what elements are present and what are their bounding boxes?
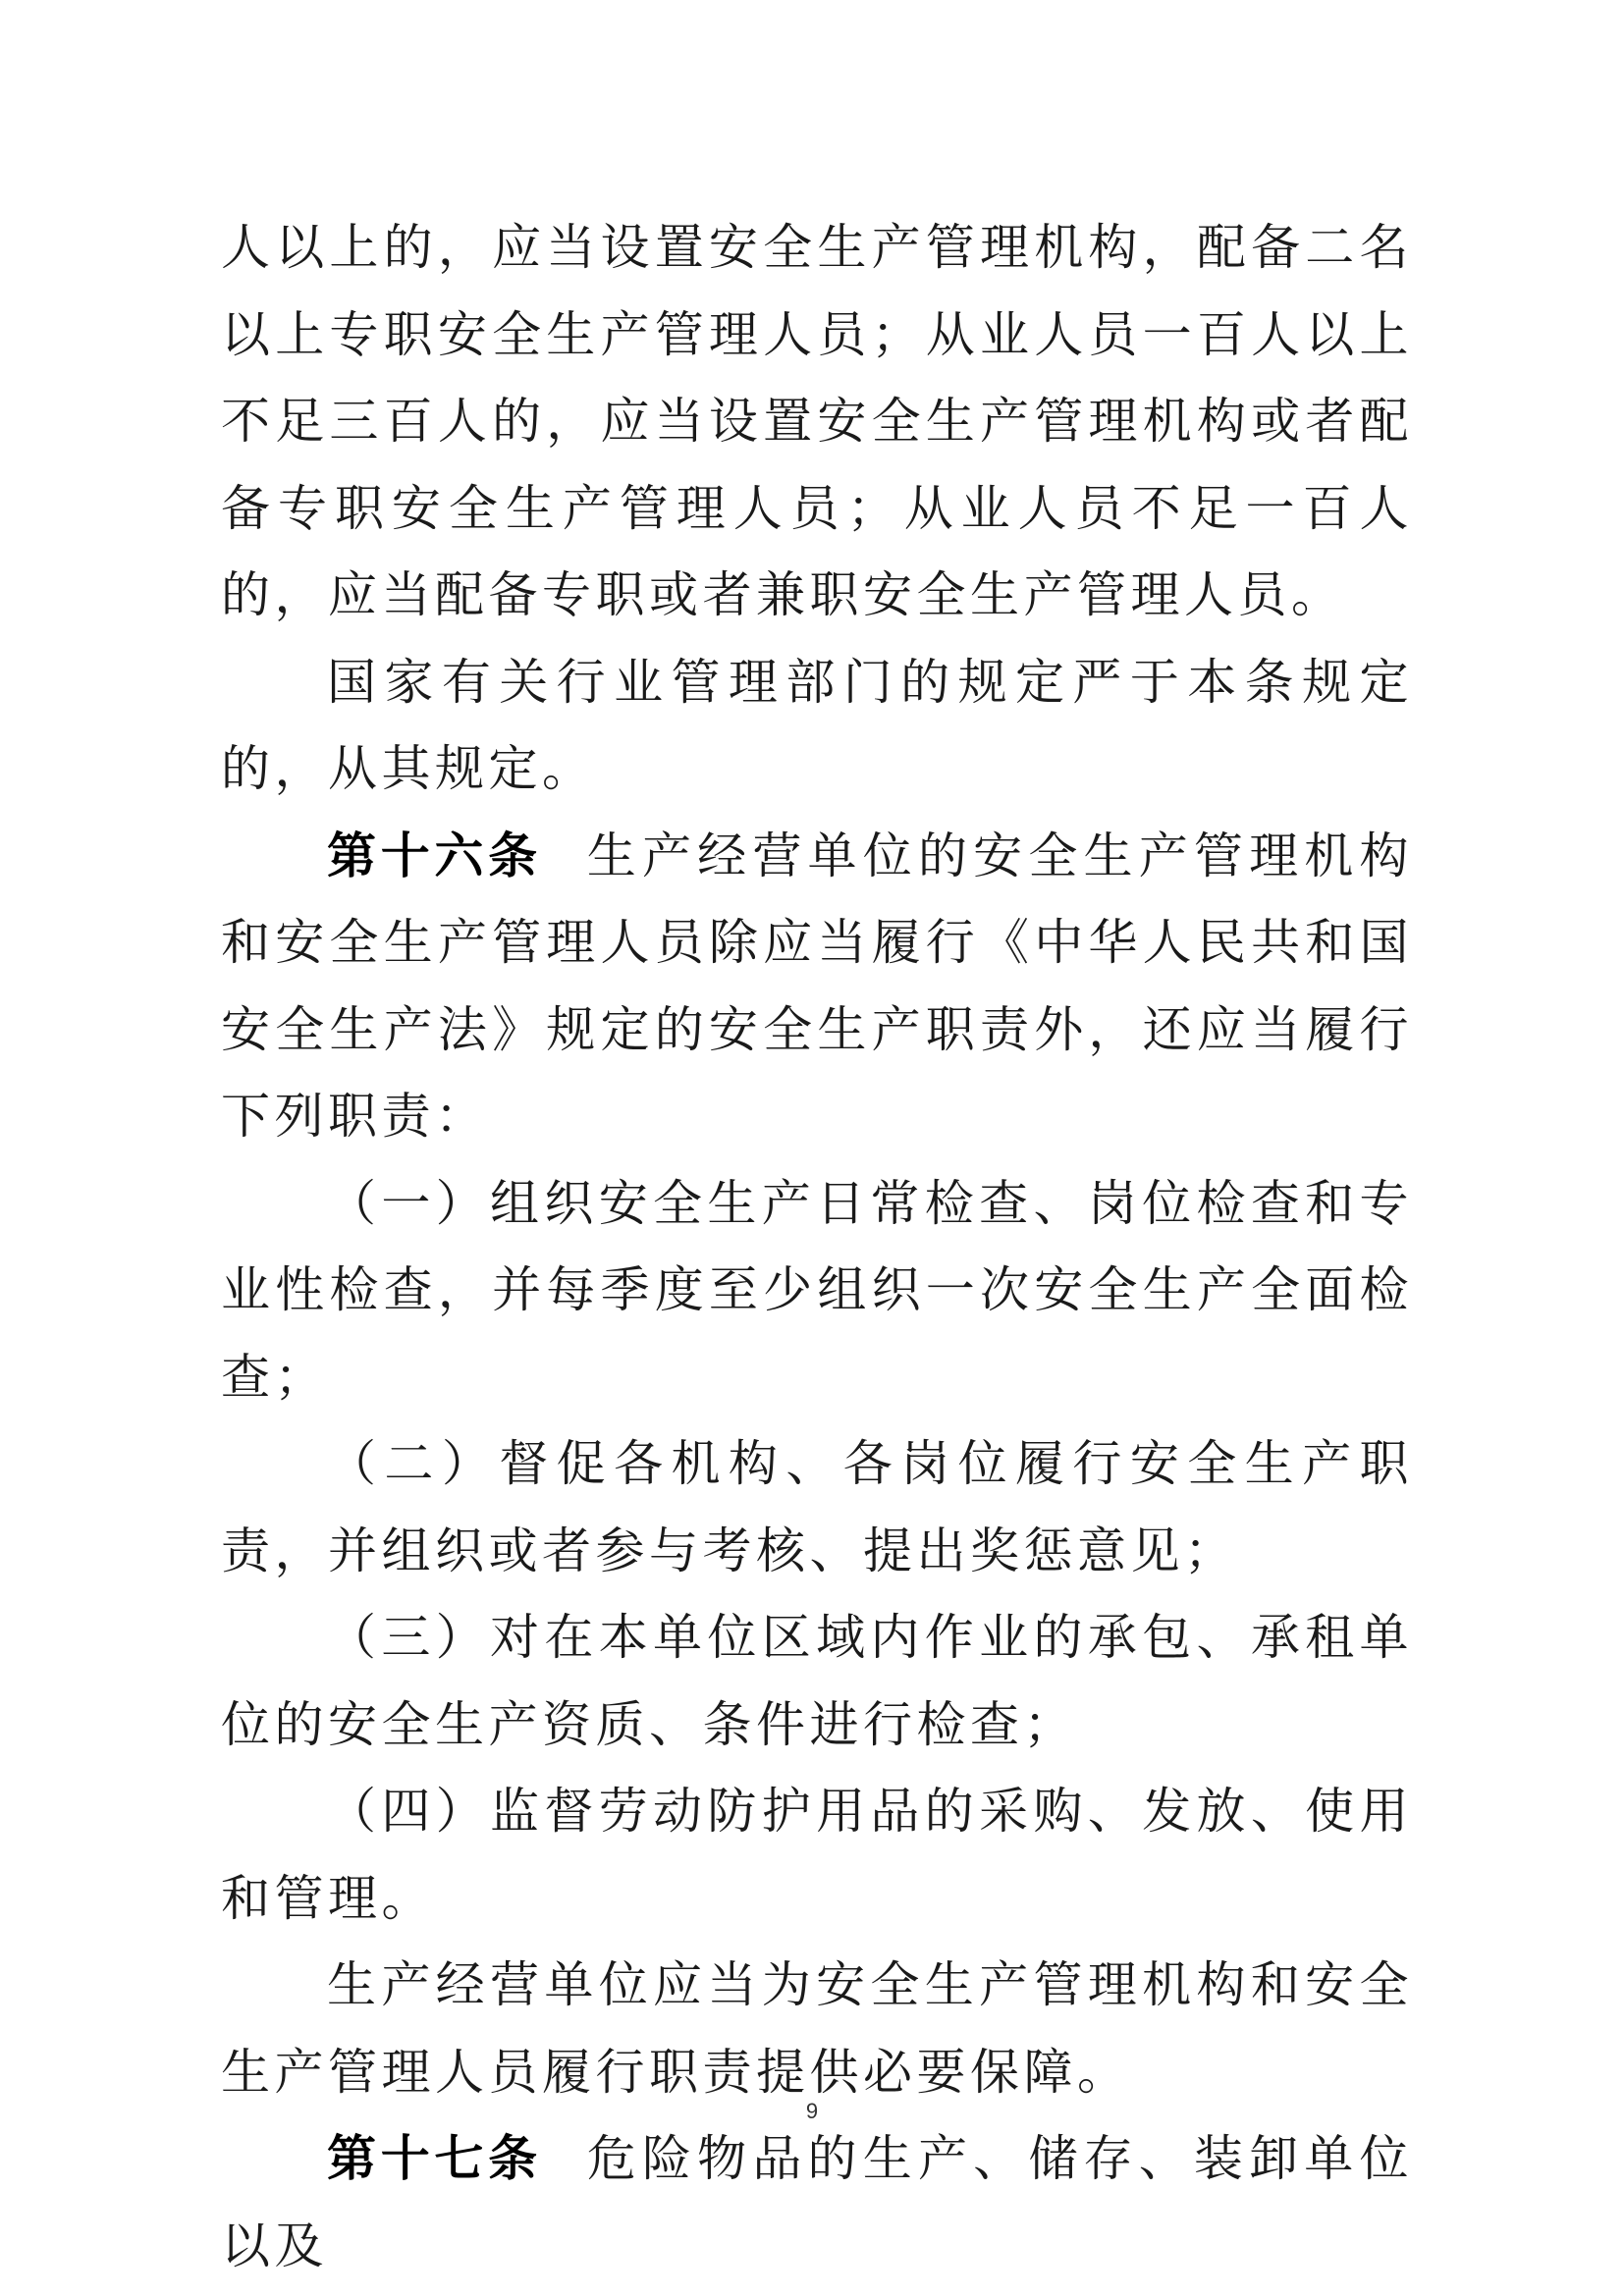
article-17-number: 第十七条 (327, 2130, 542, 2187)
duty-item-4: （四）监督劳动防护用品的采购、发放、使用和管理。 (221, 1783, 1413, 1927)
paragraph-industry-rule: 国家有关行业管理部门的规定严于本条规定的，从其规定。 (221, 653, 1413, 797)
duty-item-3: （三）对在本单位区域内作业的承包、承租单位的安全生产资质、条件进行检查； (221, 1609, 1413, 1753)
duty-item-1: （一）组织安全生产日常检查、岗位检查和专业性检查，并每季度至少组织一次安全生产全面检查； (221, 1174, 1413, 1406)
article-16-paragraph (221, 813, 1413, 1160)
document-body (221, 204, 1413, 2289)
duty-item-2: （二）督促各机构、各岗位履行安全生产职责，并组织或者参与考核、提出奖惩意见； (221, 1435, 1413, 1579)
page-number: 9 (805, 2099, 819, 2123)
article-16-number: 第十六条 (327, 827, 542, 884)
paragraph-continuation: 人以上的，应当设置安全生产管理机构，配备二名以上专职安全生产管理人员；从业人员一百人以上不足三百人的，应当设置安全生产管理机构或者配备专职安全生产管理人员；从业人员不足一百人的，应当配备专职或者兼职安全生产管理人员。 (221, 219, 1413, 623)
article-16-text: 生产经营单位的安全生产管理机构和安全生产管理人员除应当履行《中华人民共和国安全生产法》规定的安全生产职责外，还应当履行下列职责： (221, 827, 1414, 1145)
article-17-text: 危险物品的生产、储存、装卸单位以及 (221, 2130, 1414, 2274)
article-17-paragraph (221, 2115, 1413, 2289)
paragraph-guarantee: 生产经营单位应当为安全生产管理机构和安全生产管理人员履行职责提供必要保障。 (221, 1956, 1413, 2101)
